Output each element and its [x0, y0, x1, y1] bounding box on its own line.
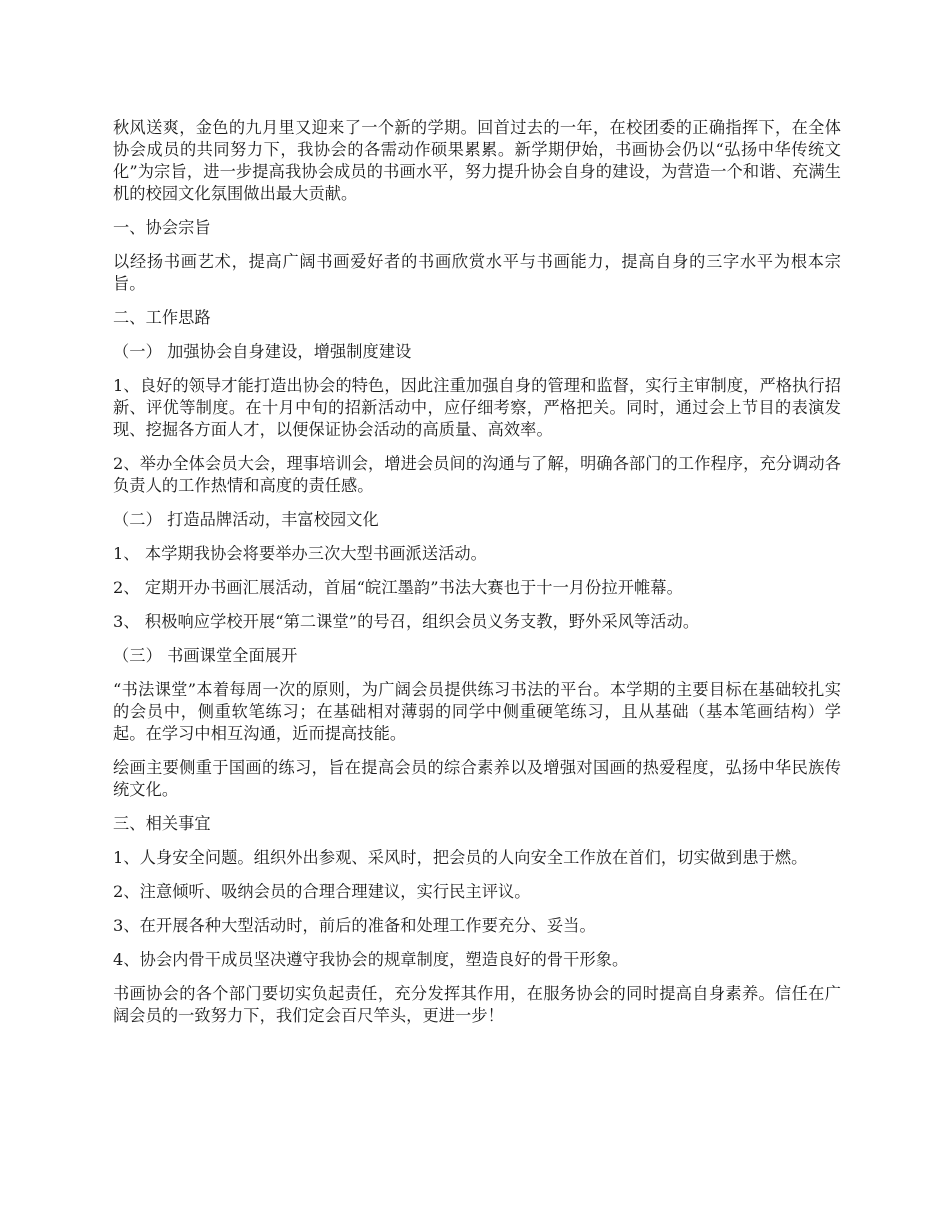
subsection-heading-3: （三） 书画课堂全面展开: [113, 646, 298, 665]
section-heading-matters: 三、相关事宜: [113, 814, 211, 833]
purpose-paragraph: 以经扬书画艺术，提高广阔书画爱好者的书画欣赏水平与书画能力，提高自身的三字水平为根本宗旨。: [113, 252, 841, 293]
list-item: 3、在开展各种大型活动时，前后的准备和处理工作要充分、妥当。: [113, 916, 596, 935]
list-item: 2、 定期开办书画汇展活动，首届“皖江墨韵”书法大赛也于十一月份拉开帷幕。: [113, 578, 683, 597]
list-item: 1、良好的领导才能打造出协会的特色，因此注重加强自身的管理和监督，实行主审制度，严格执行招新、评优等制度。在十月中旬的招新活动中，应仔细考察，严格把关。同时，通过会上节目的表演发现、挖掘各方面人才，以便保证协会活动的高质量、高效率。: [113, 376, 841, 439]
list-item: 3、 积极响应学校开展“第二课堂”的号召，组织会员义务支教，野外采风等活动。: [113, 612, 700, 631]
document-body: [113, 117, 841, 1039]
calligraphy-class-paragraph: “书法课堂”本着每周一次的原则，为广阔会员提供练习书法的平台。本学期的主要目标在基础较扎实的会员中，侧重软笔练习；在基础相对薄弱的同学中侧重硬笔练习，且从基础（基本笔画结构）学起。在学习中相互沟通，近而提高技能。: [113, 680, 841, 743]
intro-paragraph: 秋风送爽，金色的九月里又迎来了一个新的学期。回首过去的一年，在校团委的正确指挥下，在全体协会成员的共同努力下，我协会的各需动作硕果累累。新学期伊始，书画协会仍以“弘扬中华传统文化”为宗旨，进一步提高我协会成员的书画水平，努力提升协会自身的建设，为营造一个和谐、充满生机的校园文化氛围做出最大贡献。: [113, 118, 841, 203]
list-item: 2、举办全体会员大会，理事培训会，增进会员间的沟通与了解，明确各部门的工作程序，充分调动各负责人的工作热情和高度的责任感。: [113, 454, 841, 495]
list-item: 4、协会内骨干成员坚决遵守我协会的规章制度，塑造良好的骨干形象。: [113, 950, 629, 969]
subsection-heading-2: （二） 打造品牌活动，丰富校园文化: [113, 510, 379, 529]
closing-paragraph: 书画协会的各个部门要切实负起责任，充分发挥其作用，在服务协会的同时提高自身素养。信任在广阔会员的一致努力下，我们定会百尺竿头，更进一步！: [113, 984, 841, 1025]
section-heading-approach: 二、工作思路: [113, 308, 211, 327]
list-item: 2、注意倾听、吸纳会员的合理合理建议，实行民主评议。: [113, 882, 531, 901]
subsection-heading-1: （一） 加强协会自身建设，增强制度建设: [113, 342, 412, 361]
painting-paragraph: 绘画主要侧重于国画的练习，旨在提高会员的综合素养以及增强对国画的热爱程度，弘扬中华民族传统文化。: [113, 758, 841, 799]
list-item: 1、人身安全问题。组织外出参观、采风时，把会员的人向安全工作放在首们，切实做到患于燃。: [113, 848, 808, 867]
section-heading-purpose: 一、协会宗旨: [113, 218, 211, 237]
list-item: 1、 本学期我协会将要举办三次大型书画派送活动。: [113, 544, 487, 563]
